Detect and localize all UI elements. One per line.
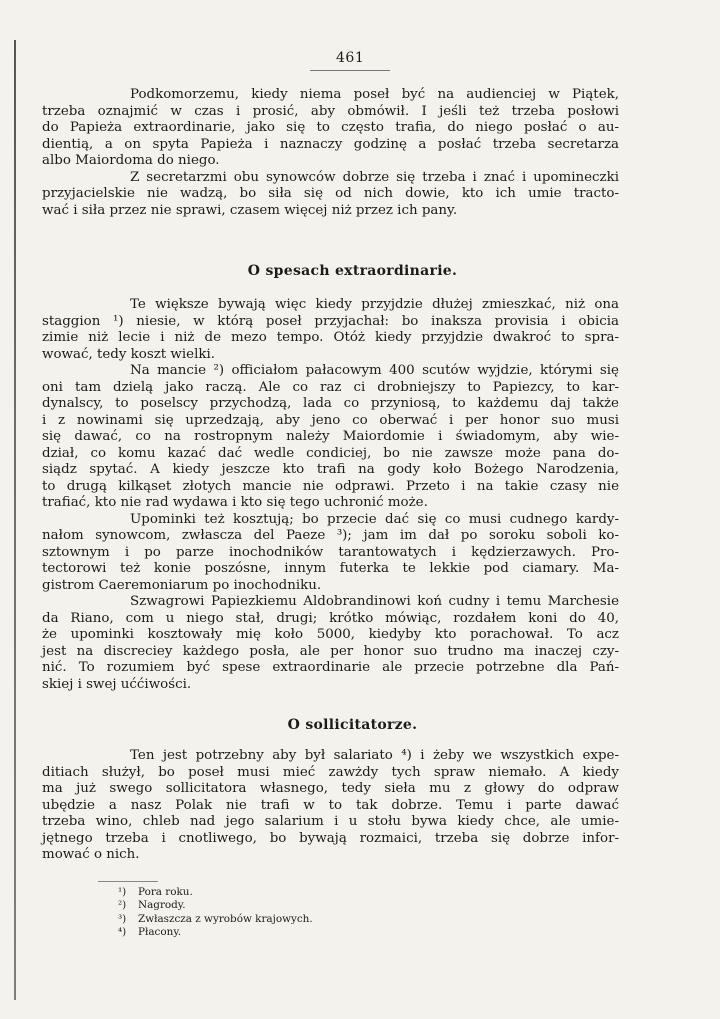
- footnote: [118, 926, 313, 939]
- text-line: do Papieża extraordinarie, jako się to często trafia, do niego posłać o au-: [42, 120, 619, 135]
- section-2-text: [42, 297, 619, 693]
- footnote: [118, 899, 313, 912]
- footnote-mark: ¹): [118, 886, 127, 898]
- footnote-mark: ⁴): [118, 925, 127, 938]
- paragraph: [42, 511, 619, 595]
- text-line: siądz spytać. A kiedy jeszcze kto trafi na gody koło Bożego Narodzenia,: [42, 462, 619, 477]
- paragraph: [42, 363, 619, 512]
- text-line: ubędzie a nasz Polak nie trafi w to tak dobrze. Temu i parte dawać: [42, 797, 619, 813]
- page-edge-line: [14, 40, 16, 1000]
- footnotes: [118, 886, 313, 939]
- text-line: nałom synowcom, zwłascza del Paeze ³); jam im dał po soroku soboli ko-: [42, 528, 619, 543]
- text-line: jest na discreciey każdego posła, ale per honor suo trudno ma inaczej czy-: [42, 643, 619, 659]
- footnote-rule: [98, 881, 158, 882]
- footnote-mark: ³): [118, 912, 127, 925]
- text-line: Z secretarzmi obu synowców dobrze się trzeba i znać i upomineczki: [130, 169, 619, 185]
- paragraph: [42, 87, 619, 170]
- text-line: staggion ¹) niesie, w którą poseł przyjachał: bo inaksza provisia i obicia: [42, 313, 619, 329]
- footnote-text: Nagrody.: [138, 899, 186, 912]
- text-line: i z nowinami się uprzedzają, aby jeno co oberwać i per honor suo musi: [42, 412, 619, 428]
- text-line: trafiać, kto nie rad wydawa i kto się tego uchronić może.: [42, 495, 428, 510]
- page-number-rule: [310, 70, 390, 71]
- footnote: [118, 886, 313, 899]
- text-line: gistrom Caeremoniarum po inochodniku.: [42, 577, 322, 593]
- text-line: trzeba wino, chleb nad jego salarium i u stołu bywa kiedy chce, ale umie-: [42, 814, 619, 829]
- text-line: mować o nich.: [42, 847, 140, 862]
- text-line: wać i siła przez nie sprawi, czasem więcej niż przez ich pany.: [42, 202, 458, 218]
- footnote-text: Pora roku.: [138, 886, 193, 898]
- footnote: [118, 913, 313, 926]
- text-line: oni tam dzielą jako raczą. Ale co raz ci drobniejszy to Papiezcy, to kar-: [42, 379, 619, 395]
- text-line: ditiach służył, bo poseł musi mieć zawżdy tych spraw niemało. A kiedy: [42, 764, 619, 780]
- text-line: albo Maiordoma do niego.: [42, 153, 220, 168]
- text-line: Upominki też kosztują; bo przecie dać się co musi cudnego kardy-: [130, 511, 619, 527]
- text-line: nić. To rozumiem być spese extraordinarie ale przecie potrzebne dla Pań-: [42, 660, 619, 675]
- paragraph: [42, 594, 619, 693]
- text-line: dynalscy, to poselscy przychodzą, lada co przyniosą, to każdemu daj także: [42, 396, 619, 411]
- page-number: 461: [336, 50, 365, 66]
- footnote-text: Płacony.: [138, 925, 182, 938]
- paragraph: [42, 748, 619, 864]
- text-line: Ten jest potrzebny aby był salariato ⁴) i żeby we wszystkich expe-: [130, 748, 619, 763]
- text-line: skiej i swej uććiwości.: [42, 676, 192, 692]
- section-3-text: [42, 748, 619, 864]
- text-line: ma już swego sollicitatora własnego, tedy sieła mu z głowy do odpraw: [42, 781, 619, 796]
- text-line: wować, tedy koszt wielki.: [42, 346, 216, 362]
- footnote-mark: ²): [118, 899, 127, 912]
- text-line: zimie niż lecie i niż de mezo tempo. Otóż kiedy przyjdzie dwakroć to spra-: [42, 330, 619, 345]
- text-line: jętnego trzeba i cnotliwego, bo bywają rozmaici, trzeba się dobrze infor-: [42, 830, 619, 846]
- section-heading: O spesach extraordinarie.: [247, 263, 458, 279]
- footnote-text: Zwłaszcza z wyrobów krajowych.: [138, 912, 313, 925]
- text-line: Podkomorzemu, kiedy niema poseł być na audienciej w Piątek,: [130, 87, 619, 102]
- text-line: Na mancie ²) officiałom pałacowym 400 scutów wyjdzie, którymi się: [130, 363, 619, 378]
- text-line: że upominki kosztowały mię koło 5000, kiedyby kto porachował. To acz: [42, 627, 619, 642]
- text-line: się dawać, co na rostropnym należy Maiordomie i świadomym, aby wie-: [42, 429, 619, 444]
- text-line: trzeba oznajmić w czas i prosić, aby obmówił. I jeśli też trzeba posłowi: [42, 103, 619, 119]
- text-line: dientią, a on spyta Papieża i naznaczy godzinę a posłać trzeba secretarza: [42, 136, 619, 152]
- paragraph: [42, 297, 619, 363]
- section-heading: O sollicitatorze.: [287, 717, 418, 733]
- text-line: Szwagrowi Papiezkiemu Aldobrandinowi koń cudny i temu Marchesie: [130, 594, 619, 609]
- paragraph: [42, 169, 619, 220]
- text-line: sztownym i po parze inochodników tarantowatych i kędzierzawych. Pro-: [42, 544, 619, 560]
- text-line: przyjacielskie nie wadzą, bo siła się od nich dowie, kto ich umie tracto-: [42, 186, 619, 201]
- section-1-text: [42, 87, 619, 219]
- text-line: da Riano, com u niego stał, drugi; krótko mówiąc, rozdałem koni do 40,: [42, 610, 619, 626]
- text-line: tectorowi też konie poszósne, innym futerka te lekkie pod ciamary. Ma-: [42, 561, 619, 576]
- text-line: to drugą kilkąset złotych mancie nie odprawi. Przeto i na takie czasy nie: [42, 478, 619, 494]
- text-line: dział, co komu kazać dać wedle condiciej, bo nie zawsze może pana do-: [42, 445, 619, 461]
- text-line: Te większe bywają więc kiedy przyjdzie dłużej zmieszkać, niż ona: [130, 297, 619, 312]
